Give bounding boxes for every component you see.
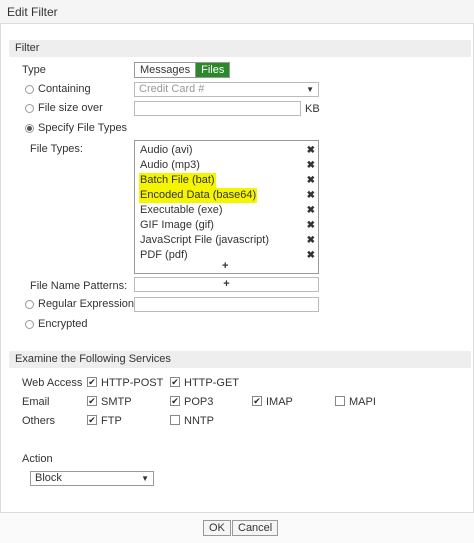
file-type-item [139, 233, 317, 248]
ok-button[interactable]: OK [203, 520, 231, 536]
remove-icon[interactable]: ✖ [306, 250, 315, 261]
http-post-checkbox[interactable]: ✔ [88, 377, 96, 387]
http-get-label: HTTP-GET [184, 377, 239, 389]
encrypted-radio[interactable] [25, 320, 34, 329]
containing-radio[interactable] [25, 85, 34, 94]
http-post-label: HTTP-POST [101, 377, 164, 389]
encrypted-label: Encrypted [38, 318, 88, 330]
file-type-item [139, 173, 317, 188]
pop3-checkbox[interactable]: ✔ [171, 396, 179, 406]
file-name-patterns-label: File Name Patterns: [30, 280, 128, 292]
regex-label: Regular Expression [38, 298, 134, 310]
file-type-item [139, 188, 317, 203]
type-messages-option[interactable]: Messages [135, 63, 196, 77]
file-types-label: File Types: [30, 143, 83, 155]
regex-radio[interactable] [25, 300, 34, 309]
chevron-down-icon: ▼ [306, 85, 314, 94]
file-type-item [139, 218, 317, 233]
http-get-checkbox[interactable]: ✔ [171, 377, 179, 387]
smtp-label: SMTP [101, 396, 132, 408]
containing-dropdown[interactable] [134, 82, 319, 97]
pop3-label: POP3 [184, 396, 214, 408]
file-size-label: File size over [38, 102, 103, 114]
file-type-label: Encoded Data (base64) [140, 189, 257, 201]
filter-section-header: Filter [9, 40, 471, 57]
file-size-radio[interactable] [25, 104, 34, 113]
action-value: Block [35, 472, 62, 484]
containing-label: Containing [38, 83, 91, 95]
mapi-checkbox[interactable] [335, 396, 345, 406]
services-section-header: Examine the Following Services [9, 351, 471, 368]
mapi-label: MAPI [349, 396, 376, 408]
action-label: Action [22, 453, 53, 465]
imap-checkbox[interactable]: ✔ [253, 396, 261, 406]
add-pattern-icon: + [223, 278, 230, 290]
file-type-label: Audio (mp3) [140, 159, 200, 171]
containing-placeholder: Credit Card # [139, 83, 205, 95]
file-type-item [139, 203, 317, 218]
file-types-list [134, 140, 319, 274]
add-file-type-icon[interactable]: + [222, 260, 229, 272]
regex-input[interactable] [134, 297, 319, 312]
dialog-title: Edit Filter [0, 0, 474, 24]
remove-icon[interactable]: ✖ [306, 160, 315, 171]
file-type-item [139, 158, 317, 173]
file-size-input[interactable] [134, 101, 301, 116]
file-type-item [139, 143, 317, 158]
others-label: Others [22, 415, 56, 427]
file-type-label: GIF Image (gif) [140, 219, 214, 231]
ftp-label: FTP [101, 415, 122, 427]
remove-icon[interactable]: ✖ [306, 145, 315, 156]
type-label: Type [22, 64, 46, 76]
remove-icon[interactable]: ✖ [306, 175, 315, 186]
specify-file-types-label: Specify File Types [38, 122, 128, 134]
file-type-label: Batch File (bat) [140, 174, 215, 186]
type-segmented-control [134, 62, 230, 78]
remove-icon[interactable]: ✖ [306, 220, 315, 231]
cancel-button[interactable]: Cancel [232, 520, 278, 536]
file-type-label: JavaScript File (javascript) [140, 234, 269, 246]
remove-icon[interactable]: ✖ [306, 190, 315, 201]
email-label: Email [22, 396, 50, 408]
remove-icon[interactable]: ✖ [306, 235, 315, 246]
imap-label: IMAP [266, 396, 293, 408]
remove-icon[interactable]: ✖ [306, 205, 315, 216]
chevron-down-icon: ▼ [141, 474, 149, 483]
dialog-footer [0, 512, 474, 543]
file-name-patterns-add-button[interactable] [134, 277, 319, 292]
file-size-unit: KB [305, 103, 320, 115]
smtp-checkbox[interactable]: ✔ [88, 396, 96, 406]
nntp-label: NNTP [184, 415, 214, 427]
file-type-label: Audio (avi) [140, 144, 193, 156]
ftp-checkbox[interactable]: ✔ [88, 415, 96, 425]
web-access-label: Web Access [22, 377, 83, 389]
file-type-label: Executable (exe) [140, 204, 223, 216]
file-type-label: PDF (pdf) [140, 249, 188, 261]
action-select[interactable] [30, 471, 154, 486]
nntp-checkbox[interactable] [170, 415, 180, 425]
type-files-option[interactable]: Files [196, 63, 229, 77]
specify-file-types-radio[interactable] [25, 124, 34, 133]
